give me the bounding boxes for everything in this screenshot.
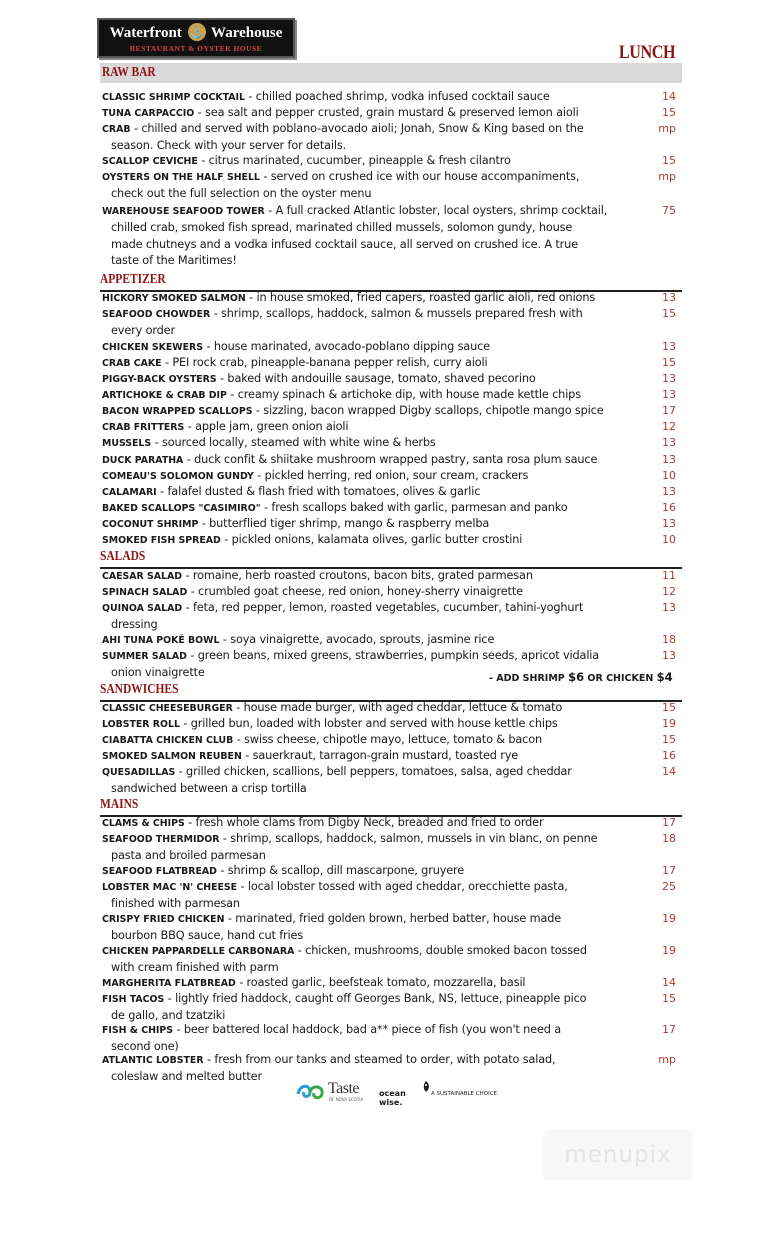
- section-title-appetizer: APPETIZER: [100, 270, 682, 292]
- item-price: mp: [658, 170, 676, 183]
- watermark-text: menupix: [564, 1142, 672, 1168]
- menu-item: AHI TUNA POKÉ BOWL - soya vinaigrette, avocado, sprouts, jasmine rice: [102, 633, 495, 646]
- ocean-wise-logo: ocean wise.: [379, 1089, 406, 1107]
- item-price: 13: [662, 485, 676, 498]
- logo-text-right: Warehouse: [211, 25, 283, 41]
- logo-subtitle: RESTAURANT & OYSTER HOUSE: [129, 44, 263, 53]
- item-price: 18: [662, 832, 676, 845]
- menu-item: PIGGY-BACK OYSTERS - baked with andouille sausage, tomato, shaved pecorino: [102, 372, 536, 385]
- item-price: 13: [662, 388, 676, 401]
- section-title-salads: SALADS: [100, 547, 682, 569]
- menu-item: CRAB CAKE - PEI rock crab, pineapple-banana pepper relish, curry aioli: [102, 356, 488, 369]
- item-price: 17: [662, 404, 676, 417]
- section-title-raw-bar: RAW BAR: [100, 63, 682, 83]
- item-price: 13: [662, 436, 676, 449]
- menu-item: SUMMER SALAD - green beans, mixed greens, strawberries, pumpkin seeds, apricot vidalia onion vinaigrette: [102, 649, 600, 680]
- menu-item: TUNA CARPACCIO - sea salt and pepper crusted, grain mustard & preserved lemon aioli: [102, 106, 579, 119]
- item-price: 19: [662, 912, 676, 925]
- menu-item: CALAMARI - falafel dusted & flash fried with tomatoes, olives & garlic: [102, 485, 481, 498]
- item-price: 15: [662, 154, 676, 167]
- taste-logo-text: Taste: [328, 1080, 360, 1097]
- menu-item: COCONUT SHRIMP - butterflied tiger shrimp, mango & raspberry melba: [102, 517, 490, 530]
- item-price: 15: [662, 307, 676, 320]
- menu-item: CIABATTA CHICKEN CLUB - swiss cheese, chipotle mayo, lettuce, tomato & bacon: [102, 733, 543, 746]
- menu-item: CLASSIC CHEESEBURGER - house made burger, with aged cheddar, lettuce & tomato: [102, 701, 563, 714]
- ocean-wise-subtitle: A SUSTAINABLE CHOICE: [431, 1091, 498, 1097]
- menu-item: QUESADILLAS - grilled chicken, scallions, bell peppers, tomatoes, salsa, aged cheddar sandwiched between a crisp tortilla: [102, 765, 572, 796]
- item-price: mp: [658, 1053, 676, 1066]
- menu-item: OYSTERS ON THE HALF SHELL - served on crushed ice with our house accompaniments, check out the full selection on the oyster menu: [102, 170, 580, 201]
- item-price: 13: [662, 372, 676, 385]
- item-price: 13: [662, 601, 676, 614]
- menu-item: MARGHERITA FLATBREAD - roasted garlic, beefsteak tomato, mozzarella, basil: [102, 976, 526, 989]
- item-price: 10: [662, 533, 676, 546]
- menu-item: SMOKED SALMON REUBEN - sauerkraut, tarragon-grain mustard, toasted rye: [102, 749, 519, 762]
- logo-text-left: Waterfront: [109, 25, 182, 41]
- item-price: 14: [662, 765, 676, 778]
- menu-item: CRISPY FRIED CHICKEN - marinated, fried golden brown, herbed batter, house made bourbon BBQ sauce, hand cut fries: [102, 912, 562, 943]
- item-price: 10: [662, 469, 676, 482]
- item-price: 17: [662, 864, 676, 877]
- item-price: 13: [662, 291, 676, 304]
- item-price: 13: [662, 340, 676, 353]
- item-price: 17: [662, 816, 676, 829]
- taste-swirl-icon: [296, 1082, 326, 1102]
- salad-addon-note: - ADD SHRIMP $6 OR CHICKEN $4: [489, 670, 673, 684]
- item-price: 15: [662, 992, 676, 1005]
- menu-item: DUCK PARATHA - duck confit & shiitake mushroom wrapped pastry, santa rosa plum sauce: [102, 453, 598, 466]
- item-price: 13: [662, 517, 676, 530]
- menu-item: COMEAU'S SOLOMON GUNDY - pickled herring, red onion, sour cream, crackers: [102, 469, 529, 482]
- item-price: 13: [662, 649, 676, 662]
- item-price: 16: [662, 501, 676, 514]
- menu-item: QUINOA SALAD - feta, red pepper, lemon, roasted vegetables, cucumber, tahini-yoghurt dressing: [102, 601, 584, 632]
- menu-item: ATLANTIC LOBSTER - fresh from our tanks and steamed to order, with potato salad, coleslaw and melted butter: [102, 1053, 556, 1084]
- menu-item: FISH & CHIPS - beer battered local haddock, bad a** piece of fish (you won't need a second one): [102, 1023, 561, 1054]
- item-price: 75: [662, 204, 676, 217]
- item-price: 15: [662, 701, 676, 714]
- menu-item: SPINACH SALAD - crumbled goat cheese, red onion, honey-sherry vinaigrette: [102, 585, 523, 598]
- menu-item: CHICKEN SKEWERS - house marinated, avocado-poblano dipping sauce: [102, 340, 490, 353]
- menupix-watermark: [543, 1130, 693, 1180]
- menu-title: LUNCH: [618, 42, 675, 63]
- menu-item: CHICKEN PAPPARDELLE CARBONARA - chicken, mushrooms, double smoked bacon tossed with cream finished with parm: [102, 944, 587, 975]
- item-price: 25: [662, 880, 676, 893]
- item-price: 12: [662, 420, 676, 433]
- menu-item: SEAFOOD FLATBREAD - shrimp & scallop, dill mascarpone, gruyere: [102, 864, 465, 877]
- menu-item: SMOKED FISH SPREAD - pickled onions, kalamata olives, garlic butter crostini: [102, 533, 523, 546]
- item-price: 15: [662, 733, 676, 746]
- menu-item: CAESAR SALAD - romaine, herb roasted croutons, bacon bits, grated parmesan: [102, 569, 533, 582]
- restaurant-logo: [97, 18, 295, 58]
- menu-item: SEAFOOD THERMIDOR - shrimp, scallops, haddock, salmon, mussels in vin blanc, on penne pasta and broiled parmesan: [102, 832, 598, 863]
- item-price: 14: [662, 90, 676, 103]
- menu-item: CRAB - chilled and served with poblano-avocado aioli; Jonah, Snow & King based on the season. Check with your server for details.: [102, 122, 584, 153]
- menu-item: LOBSTER ROLL - grilled bun, loaded with lobster and served with house kettle chips: [102, 717, 558, 730]
- menu-item: SCALLOP CEVICHE - citrus marinated, cucumber, pineapple & fresh cilantro: [102, 154, 511, 167]
- item-price: 18: [662, 633, 676, 646]
- taste-logo-subtitle: OF NOVA SCOTIA: [329, 1097, 364, 1102]
- item-price: mp: [658, 122, 676, 135]
- item-price: 15: [662, 356, 676, 369]
- item-price: 17: [662, 1023, 676, 1036]
- item-price: 16: [662, 749, 676, 762]
- menu-item: BACON WRAPPED SCALLOPS - sizzling, bacon wrapped Digby scallops, chipotle mango spice: [102, 404, 604, 417]
- menu-item: CRAB FRITTERS - apple jam, green onion aioli: [102, 420, 349, 433]
- section-title-mains: MAINS: [100, 795, 682, 817]
- anchor-icon: ⚓: [189, 25, 204, 39]
- menu-item: WAREHOUSE SEAFOOD TOWER - A full cracked Atlantic lobster, local oysters, shrimp cocktail, chilled crab, smoked fish spread, marinated chilled mussels, solomon gundy, house made chutneys and a vodka infused cocktail sauce, all served on crushed ice. A true taste of the Maritimes!: [102, 204, 608, 267]
- menu-item: CLAMS & CHIPS - fresh whole clams from Digby Neck, breaded and fried to order: [102, 816, 544, 829]
- menu-item: LOBSTER MAC 'N' CHEESE - local lobster tossed with aged cheddar, orecchiette pasta, finished with parmesan: [102, 880, 568, 911]
- menu-item: HICKORY SMOKED SALMON - in house smoked, fried capers, roasted garlic aioli, red onions: [102, 291, 596, 304]
- item-price: 11: [662, 569, 676, 582]
- menu-item: CLASSIC SHRIMP COCKTAIL - chilled poached shrimp, vodka infused cocktail sauce: [102, 90, 550, 103]
- menu-item: BAKED SCALLOPS "CASIMIRO" - fresh scallops baked with garlic, parmesan and panko: [102, 501, 568, 514]
- menu-item: SEAFOOD CHOWDER - shrimp, scallops, haddock, salmon & mussels prepared fresh with every order: [102, 307, 583, 338]
- item-price: 14: [662, 976, 676, 989]
- menu-item: MUSSELS - sourced locally, steamed with white wine & herbs: [102, 436, 436, 449]
- item-price: 19: [662, 944, 676, 957]
- item-price: 13: [662, 453, 676, 466]
- item-price: 19: [662, 717, 676, 730]
- menu-item: ARTICHOKE & CRAB DIP - creamy spinach & artichoke dip, with house made kettle chips: [102, 388, 581, 401]
- menu-item: FISH TACOS - lightly fried haddock, caught off Georges Bank, NS, lettuce, pineapple pico de gallo, and tzatziki: [102, 992, 587, 1023]
- taste-of-nova-scotia-logo: [296, 1080, 376, 1104]
- item-price: 12: [662, 585, 676, 598]
- item-price: 15: [662, 106, 676, 119]
- section-title-sandwiches: SANDWICHES: [100, 680, 682, 702]
